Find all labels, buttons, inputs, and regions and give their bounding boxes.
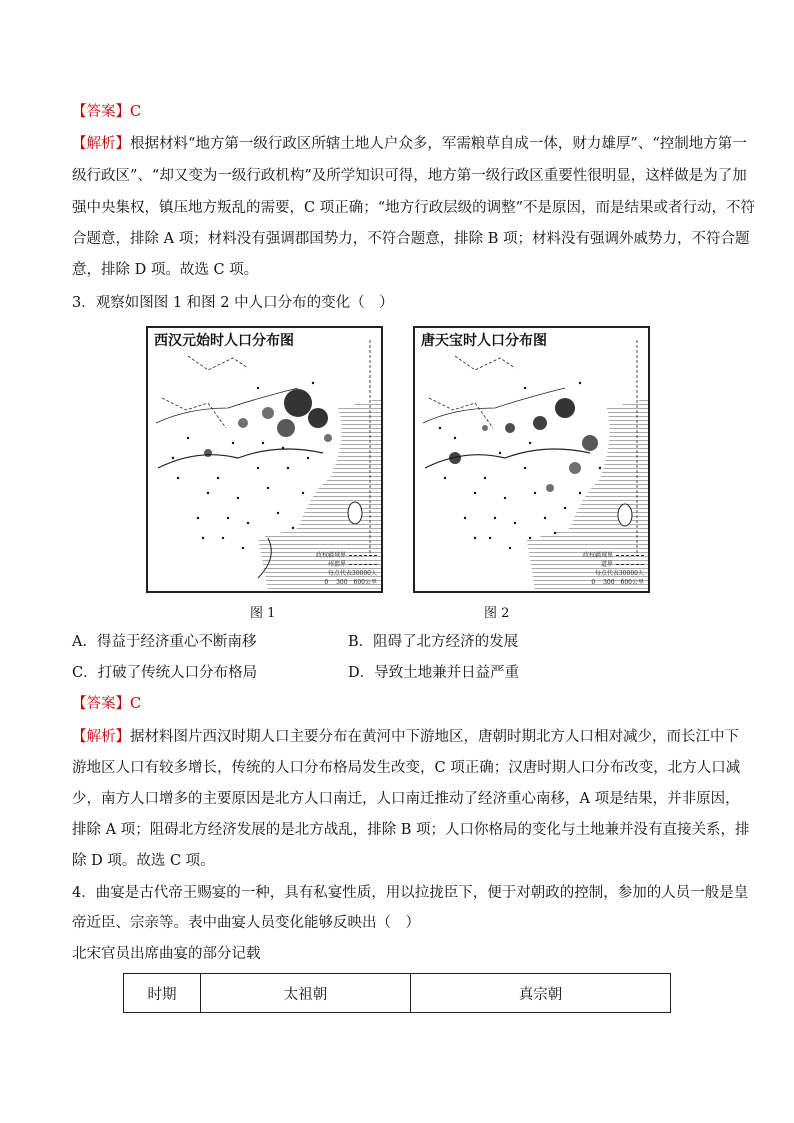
map-2-legend-border: 政权疆域界 bbox=[582, 552, 613, 559]
analysis-text: 据材料图片西汉时期人口主要分布在黄河中下游地区，唐朝时期北方人口相对减少，而长江中下 bbox=[130, 729, 739, 745]
banquet-table bbox=[123, 973, 671, 1013]
map-2-scale: 0 300 600公里 bbox=[591, 579, 644, 586]
analysis-text: 根据材料“地方第一级行政区所辖土地人户众多，军需粮草自成一体，财力雄厚”、“控制地方第一 bbox=[130, 136, 747, 152]
option-b: B．阻碍了北方经济的发展 bbox=[348, 634, 519, 650]
figure-2-caption: 图 2 bbox=[484, 606, 510, 621]
option-d: D．导致土地兼并日益严重 bbox=[348, 665, 520, 681]
option-c: C．打破了传统人口分布格局 bbox=[72, 665, 258, 681]
map-2-legend bbox=[548, 551, 644, 587]
table-header-row bbox=[124, 974, 671, 1013]
answer-label: 【答案】 bbox=[72, 696, 130, 712]
answer-value: C bbox=[130, 696, 142, 712]
analysis-2-line-1 bbox=[72, 727, 739, 747]
analysis-1-line-1 bbox=[72, 134, 747, 154]
question-4-line-1: 4．曲宴是古代帝王赐宴的一种，具有私宴性质，用以拉拢臣下，便于对朝政的控制，参加的人员一般是皇 bbox=[72, 885, 749, 901]
analysis-2-line-4: 排除 A 项；阻碍北方经济发展的是北方战乱，排除 B 项；人口你格局的变化与土地兼并没有直接关系，排 bbox=[72, 822, 750, 838]
answer-line-2 bbox=[72, 694, 732, 714]
map-1-title: 西汉元始时人口分布图 bbox=[152, 330, 296, 350]
question-4-line-2: 帝近臣、宗亲等。表中曲宴人员变化能够反映出（ ） bbox=[72, 915, 420, 931]
answer-value: C bbox=[130, 104, 142, 120]
option-a: A．得益于经济重心不断南移 bbox=[72, 634, 257, 650]
map-1-legend bbox=[281, 551, 377, 587]
analysis-1-line-3: 强中央集权，镇压地方叛乱的需要，C 项正确；“地方行政层级的调整”不是原因，而是结果或者行动，不符 bbox=[72, 200, 756, 216]
analysis-2-line-2: 游地区人口有较多增长，传统的人口分布格局发生改变，C 项正确；汉唐时期人口分布改变，北方人口减 bbox=[72, 760, 741, 776]
table-header-taizu: 太祖朝 bbox=[201, 974, 411, 1013]
map-1-scale: 0 300 600公里 bbox=[324, 579, 377, 586]
map-1-legend-border: 政权疆域界 bbox=[315, 552, 346, 559]
figure-1-caption: 图 1 bbox=[250, 606, 276, 621]
table-caption: 北宋官员出席曲宴的部分记载 bbox=[72, 946, 261, 962]
analysis-1-line-5: 意，排除 D 项。故选 C 项。 bbox=[72, 262, 259, 278]
analysis-2-line-3: 少，南方人口增多的主要原因是北方人口南迁，人口南迁推动了经济重心南移，A 项是结果，并非原因， bbox=[72, 791, 740, 807]
table-header-zhenzong: 真宗朝 bbox=[411, 974, 671, 1013]
table-header-period: 时期 bbox=[124, 974, 201, 1013]
map-1-legend-prefecture: 州郡界 bbox=[327, 561, 346, 568]
map-1-legend-dot: 每点代表30000人 bbox=[327, 570, 377, 577]
analysis-1-line-2: 级行政区”、“却又变为一级行政机构”及所学知识可得，地方第一级行政区重要性很明显，这样做是为了加 bbox=[72, 168, 747, 184]
answer-line-1 bbox=[72, 102, 732, 122]
question-3-stem: 3．观察如图图 1 和图 2 中人口分布的变化（ ） bbox=[72, 295, 394, 311]
map-2-legend-circuit: 道界 bbox=[600, 561, 613, 568]
answer-label: 【答案】 bbox=[72, 104, 130, 120]
map-2-legend-dot: 每点代表30000人 bbox=[594, 570, 644, 577]
map-2-title: 唐天宝时人口分布图 bbox=[419, 330, 549, 350]
analysis-label: 【解析】 bbox=[72, 729, 130, 745]
analysis-1-line-4: 合题意，排除 A 项；材料没有强调郡国势力，不符合题意，排除 B 项；材料没有强调外戚势力，不符合题 bbox=[72, 231, 750, 247]
map-western-han bbox=[146, 326, 383, 593]
analysis-label: 【解析】 bbox=[72, 136, 130, 152]
analysis-2-line-5: 除 D 项。故选 C 项。 bbox=[72, 853, 215, 869]
map-tang bbox=[413, 326, 650, 593]
